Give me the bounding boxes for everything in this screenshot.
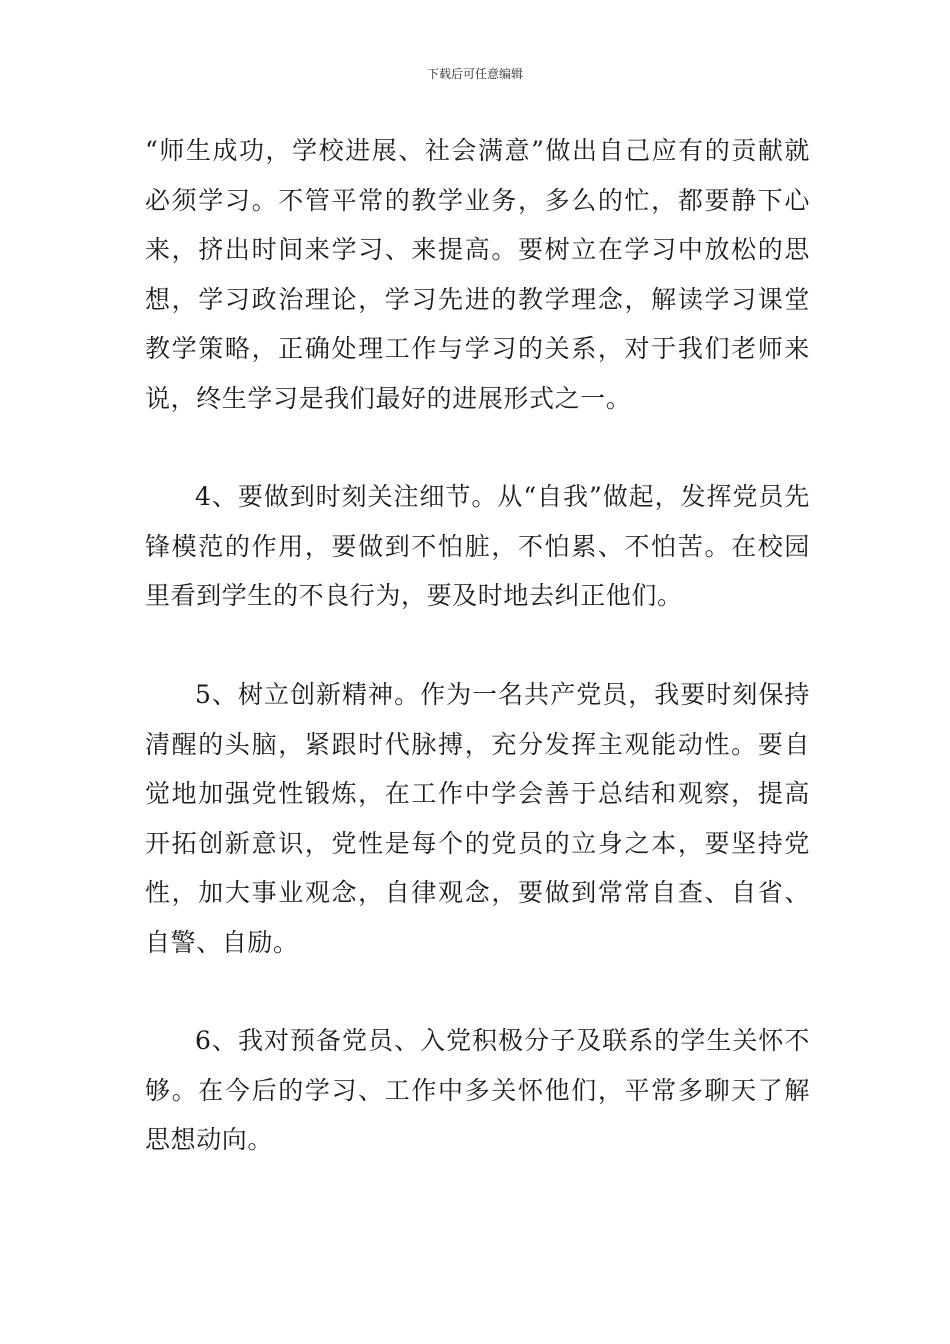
paragraph-item-4: 4、要做到时刻关注细节。从“自我”做起，发挥党员先锋模范的作用，要做到不怕脏，不怕累、不怕苦。在校园里看到学生的不良行为，要及时地去纠正他们。	[145, 482, 810, 610]
paragraph-continuation: “师生成功，学校进展、社会满意”做出自己应有的贡献就必须学习。不管平常的教学业务，多么的忙，都要静下心来，挤出时间来学习、来提高。要树立在学习中放松的思想，学习政治理论，学习先进的教学理念，解读学习课堂教学策略，正确处理工作与学习的关系，对于我们老师来说，终生学习是我们最好的进展形式之一。	[145, 136, 810, 413]
page-header: 下载后可任意编辑	[426, 67, 523, 81]
paragraph-item-5: 5、树立创新精神。作为一名共产党员，我要时刻保持清醒的头脑，紧跟时代脉搏，充分发挥主观能动性。要自觉地加强党性锻炼，在工作中学会善于总结和观察，提高开拓创新意识，党性是每个的党员的立身之本，要坚持党性，加大事业观念，自律观念，要做到常常自查、自省、自警、自励。	[145, 680, 810, 957]
paragraph-item-6: 6、我对预备党员、入党积极分子及联系的学生关怀不够。在今后的学习、工作中多关怀他们，平常多聊天了解思想动向。	[145, 1026, 810, 1154]
